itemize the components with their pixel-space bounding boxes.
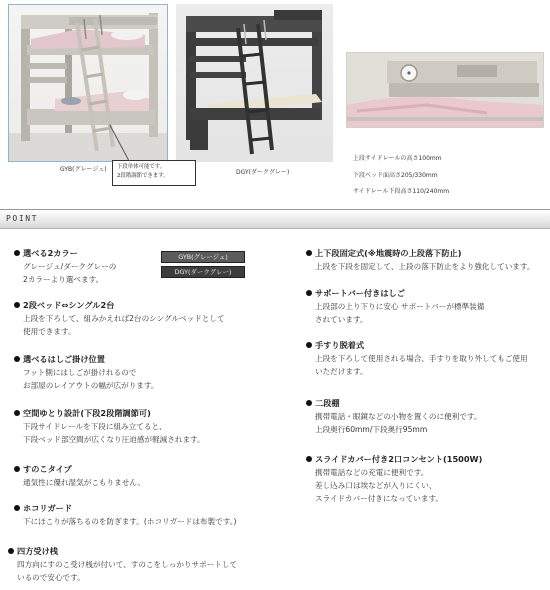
spec-upper-rail: 上段サイドレールの高さ100mm: [353, 155, 442, 162]
feature-title: スライドカバー付き2口コンセント(1500W): [315, 454, 483, 464]
color-chip-greige: GYB(グレージュ): [161, 251, 245, 263]
feature-text: 携帯電話・眼鏡などの小物を置くのに便利です。: [315, 412, 482, 421]
headboard-detail-photo: [346, 52, 544, 128]
feature-title: 2段ベッド⇔シングル2台: [23, 300, 115, 310]
feature-spacious-design: [14, 407, 205, 446]
feature-title: 空間ゆとり設計(下段2段階調節可): [23, 408, 151, 418]
feature-slatted-base: [14, 463, 145, 489]
point-title: POINT: [6, 214, 39, 223]
feature-text: 通気性に優れ湿気がこもりません。: [23, 478, 145, 487]
bunk-bed-greige-image: [9, 5, 168, 162]
point-section-header: [0, 209, 550, 229]
bullet-icon: [8, 548, 14, 554]
feature-two-tier-shelf: [306, 397, 481, 436]
feature-title: すのこタイプ: [23, 464, 72, 474]
feature-text: グレージュ/ダークグレーの: [23, 262, 117, 271]
feature-text: 下段ベッド部空間が広くなり圧迫感が軽減されます。: [23, 435, 205, 444]
bullet-icon: [306, 342, 312, 348]
bullet-icon: [14, 250, 20, 256]
feature-support-bar-ladder: [306, 287, 484, 326]
feature-text: お部屋のレイアウトの幅が広がります。: [23, 381, 159, 390]
feature-title: 上下段固定式(※地震時の上段落下防止): [315, 248, 462, 258]
feature-title: 手すり脱着式: [315, 340, 365, 350]
darkgrey-caption: DGY(ダークグレー): [236, 169, 290, 176]
bullet-icon: [306, 250, 312, 256]
feature-text: いるので安心です。: [17, 573, 85, 582]
bullet-icon: [306, 456, 312, 462]
feature-text: 上段奥行60mm/下段奥行95mm: [315, 425, 428, 434]
bullet-icon: [14, 302, 20, 308]
feature-text: 下段サイドレールを下段に組み立てると、: [23, 422, 167, 431]
feature-fixed-upper-lower: [306, 247, 534, 273]
bullet-icon: [306, 290, 312, 296]
feature-text: 使用できます。: [23, 327, 76, 336]
feature-text: 上段を下ろして、組みかえれば2台のシングルベッドとして: [23, 314, 225, 323]
feature-two-colors: [14, 247, 116, 286]
feature-text: 上段を下段を固定して、上段の落下防止をより強化しています。: [315, 262, 535, 271]
feature-text: 2カラーより選べます。: [23, 275, 104, 284]
feature-text: いただけます。: [315, 367, 368, 376]
adjustment-callout: [112, 160, 196, 186]
greige-caption: GYB(グレージュ): [60, 166, 107, 173]
bullet-icon: [14, 356, 20, 362]
feature-title: 四方受け桟: [17, 546, 58, 556]
feature-text: スライドカバー付きになっています。: [315, 494, 444, 503]
callout-line-2: 2段階調節できます。: [117, 173, 169, 179]
bullet-icon: [306, 400, 312, 406]
callout-line-1: 下段単体可能です。: [117, 164, 166, 170]
feature-ladder-position: [14, 353, 158, 392]
feature-text: 差し込み口は埃などが入りにくい、: [315, 481, 437, 490]
feature-text: 四方向にすのこ受け桟が付いて、すのこをしっかりサポートして: [17, 560, 238, 569]
feature-title: サポートバー付きはしご: [315, 288, 405, 298]
feature-dust-guard: [14, 502, 236, 528]
bunk-bed-darkgrey-photo: [176, 4, 333, 162]
feature-outlet: [306, 453, 482, 505]
feature-text: 下にほこりが落ちるのを防ぎます。(ホコリガードは布製です。): [23, 517, 237, 526]
feature-text: 携帯電話などの充電に便利です。: [315, 468, 429, 477]
feature-title: 選べるはしご掛け位置: [23, 354, 105, 364]
spec-lower-deck-height: 下段ベッド面高さ205/330mm: [353, 172, 438, 179]
bunk-bed-darkgrey-image: [176, 4, 333, 162]
feature-text: 上段を下ろして使用される場合、手すりを取り外してもご使用: [315, 354, 528, 363]
feature-convertible-singles: [14, 299, 225, 338]
bullet-icon: [14, 410, 20, 416]
feature-title: 選べる2カラー: [23, 248, 78, 258]
bunk-bed-greige-photo: [8, 4, 168, 162]
feature-four-way-support: [8, 545, 237, 584]
feature-title: ホコリガード: [23, 503, 73, 513]
feature-text: フット側にはしごが掛けれるので: [23, 368, 137, 377]
headboard-detail-image: [347, 53, 544, 128]
color-chip-darkgrey: DGY(ダークグレー): [161, 266, 245, 278]
feature-text: されています。: [315, 315, 368, 324]
bullet-icon: [14, 505, 20, 511]
spec-lower-rail-height: サイドレール下段高さ110/240mm: [353, 188, 450, 195]
feature-title: 二段棚: [315, 398, 340, 408]
feature-text: 上段部の上り下りに安心 サポートバーが標準装備: [315, 302, 485, 311]
bullet-icon: [14, 466, 20, 472]
feature-removable-handrail: [306, 339, 528, 378]
